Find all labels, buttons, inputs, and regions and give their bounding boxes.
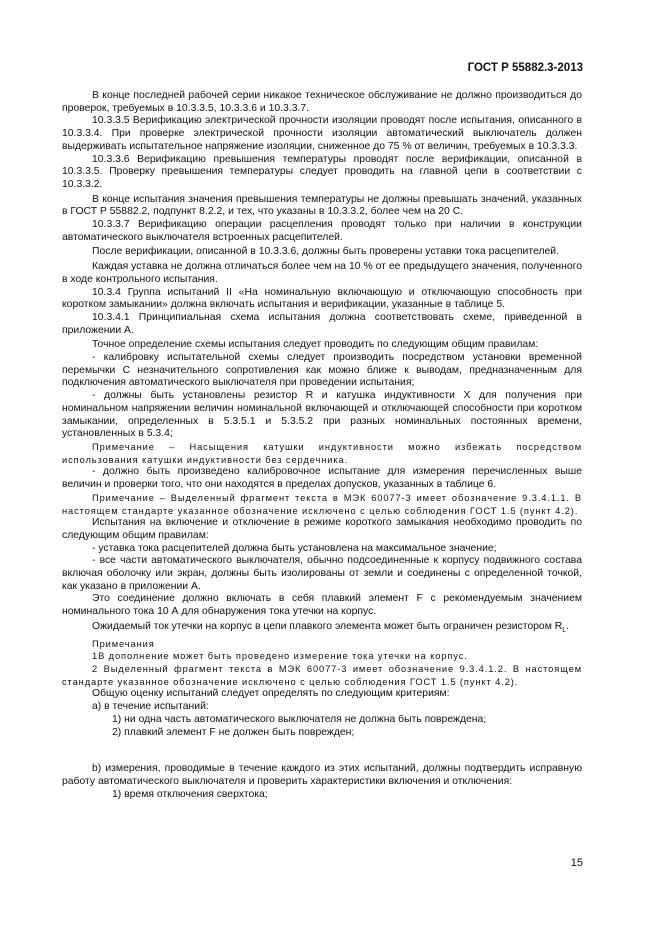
note: Примечание – Насыщения катушки индуктивности можно избежать посредством использования катушки индуктивности без сердечника. [62,441,582,465]
note: 2 Выделенный фрагмент текста в МЭК 60077-3 имеет обозначение 9.3.4.1.2. В настоящем стандарте указанное обозначение исключено с целью соблюдения ГОСТ 1.5 (пункт 4.2). [62,664,582,687]
list-item: - калибровку испытательной схемы следует производить посредством установки временной перемычки C незначительного сопротивления как можно ближе к выводам, предназначенным для подключения автоматического выключателя при проведении испытания; [62,352,582,389]
note: 1В дополнение может быть проведено измерение тока утечки на корпус. [92,651,468,662]
paragraph: 10.3.4.1 Принципиальная схема испытания должна соответствовать схеме, приведенной в приложении А. [62,311,582,336]
note: Примечание – Выделенный фрагмент текста в МЭК 60077-3 имеет обозначение 9.3.4.1.1. В настоящем стандарте указанное обозначение исключено с целью соблюдения ГОСТ 1.5 (пункт 4.2). [62,492,582,516]
standard-header: ГОСТ Р 55882.3-2013 [467,62,583,74]
paragraph: В конце испытания значения превышения температуры не должны превышать значений, указанных в ГОСТ Р 55882.2, подпункт 8.2.2, и тех, что указаны в 10.3.3.2, более чем на 20 С. [62,193,582,218]
paragraph: Это соединение должно включать в себя плавкий элемент F с рекомендуемым значением номинального тока 10 А для обнаружения тока утечки на корпус. [62,593,582,618]
paragraph [62,621,582,638]
paragraph: Общую оценку испытаний следует определять по следующим критериям: [92,688,450,700]
paragraph: 10.3.3.7 Верификацию операции расцепления проводят только при наличии в конструкции автоматического выключателя встроенных расцепителей. [62,219,582,243]
subscript: L [562,626,567,634]
paragraph: Каждая уставка не должна отличаться более чем на 10 % от ее предыдущего значения, полученного в ходе контрольного испытания. [62,261,582,285]
list-item: - все части автоматического выключателя, обычно подсоединенные к корпусу подвижного состава включая оболочку или экран, должны быть изолированы от земли и соединены с определенной точкой, как указано в приложении А. [62,555,582,592]
list-item: 1) время отключения сверхтока; [112,788,268,800]
paragraph: Точное определение схемы испытания следует проводить по следующим общим правилам: [92,339,539,351]
paragraph: b) измерения, проводимые в течение каждого из этих испытаний, должны подтвердить исправную работу автоматического выключателя и проверить характеристики включения и отключения: [62,763,582,787]
list-item: 2) плавкий элемент F не должен быть поврежден; [112,726,355,738]
list-item: 1) ни одна часть автоматического выключателя не должна быть повреждена; [112,713,487,725]
paragraph: 10.3.3.6 Верификацию превышения температуры проводят после верификации, описанной в 10.3.3.5. Проверку превышения температуры следует проводить на главной цепи в соответствии с 10.3.3.2. [62,153,582,190]
paragraph-text: Ожидаемый ток утечки на корпус в цепи плавкого элемента может быть ограничен резистором R [92,620,563,632]
page-number: 15 [570,857,583,869]
paragraph: В конце последней рабочей серии никакое техническое обслуживание не должно производиться до проверок, требуемых в 10.3.3.5, 10.3.3.6 и 10.3.3.7. [62,90,582,114]
document-body [62,90,582,801]
list-item: а) в течение испытаний: [92,701,209,713]
paragraph: 10.3.3.5 Верификацию электрической прочности изоляции проводят после испытания, описанного в 10.3.3.4. При проверке электрической прочности изоляции автоматический выключатель должен выдерживать испытательное напряжение изоляции, сниженное до 75 % от величин, требуемых в 10.3.3.3. [62,115,582,152]
paragraph: После верификации, описанной в 10.3.3.6, должны быть проверены уставки тока расцепителей. [92,246,559,258]
notes-heading: Примечания [92,638,155,649]
list-item: - должны быть установлены резистор R и катушка индуктивности X для получения при номинальном напряжении величин номинальной включающей и отключающей способности при коротком замыкании, определенных в 5.3.5.1 и 5.3.5.2 при разных номинальных постоянных времени, установленных в 5.3.4; [62,390,582,440]
paragraph: Испытания на включение и отключение в режиме короткого замыкания необходимо проводить по следующим общим правилам: [62,517,582,541]
paragraph: 10.3.4 Группа испытаний II «На номинальную включающую и отключающую способность при коротком замыкании» должна включать испытания и верификации, указанные в таблице 5. [62,286,582,311]
paragraph-end: . [566,620,570,632]
list-item: - должно быть произведено калибровочное испытание для измерения перечисленных выше величин и проверки того, что они находятся в пределах допусков, указанных в таблице 6. [62,466,582,491]
list-item: - уставка тока расцепителей должна быть установлена на максимальное значение; [92,542,497,554]
